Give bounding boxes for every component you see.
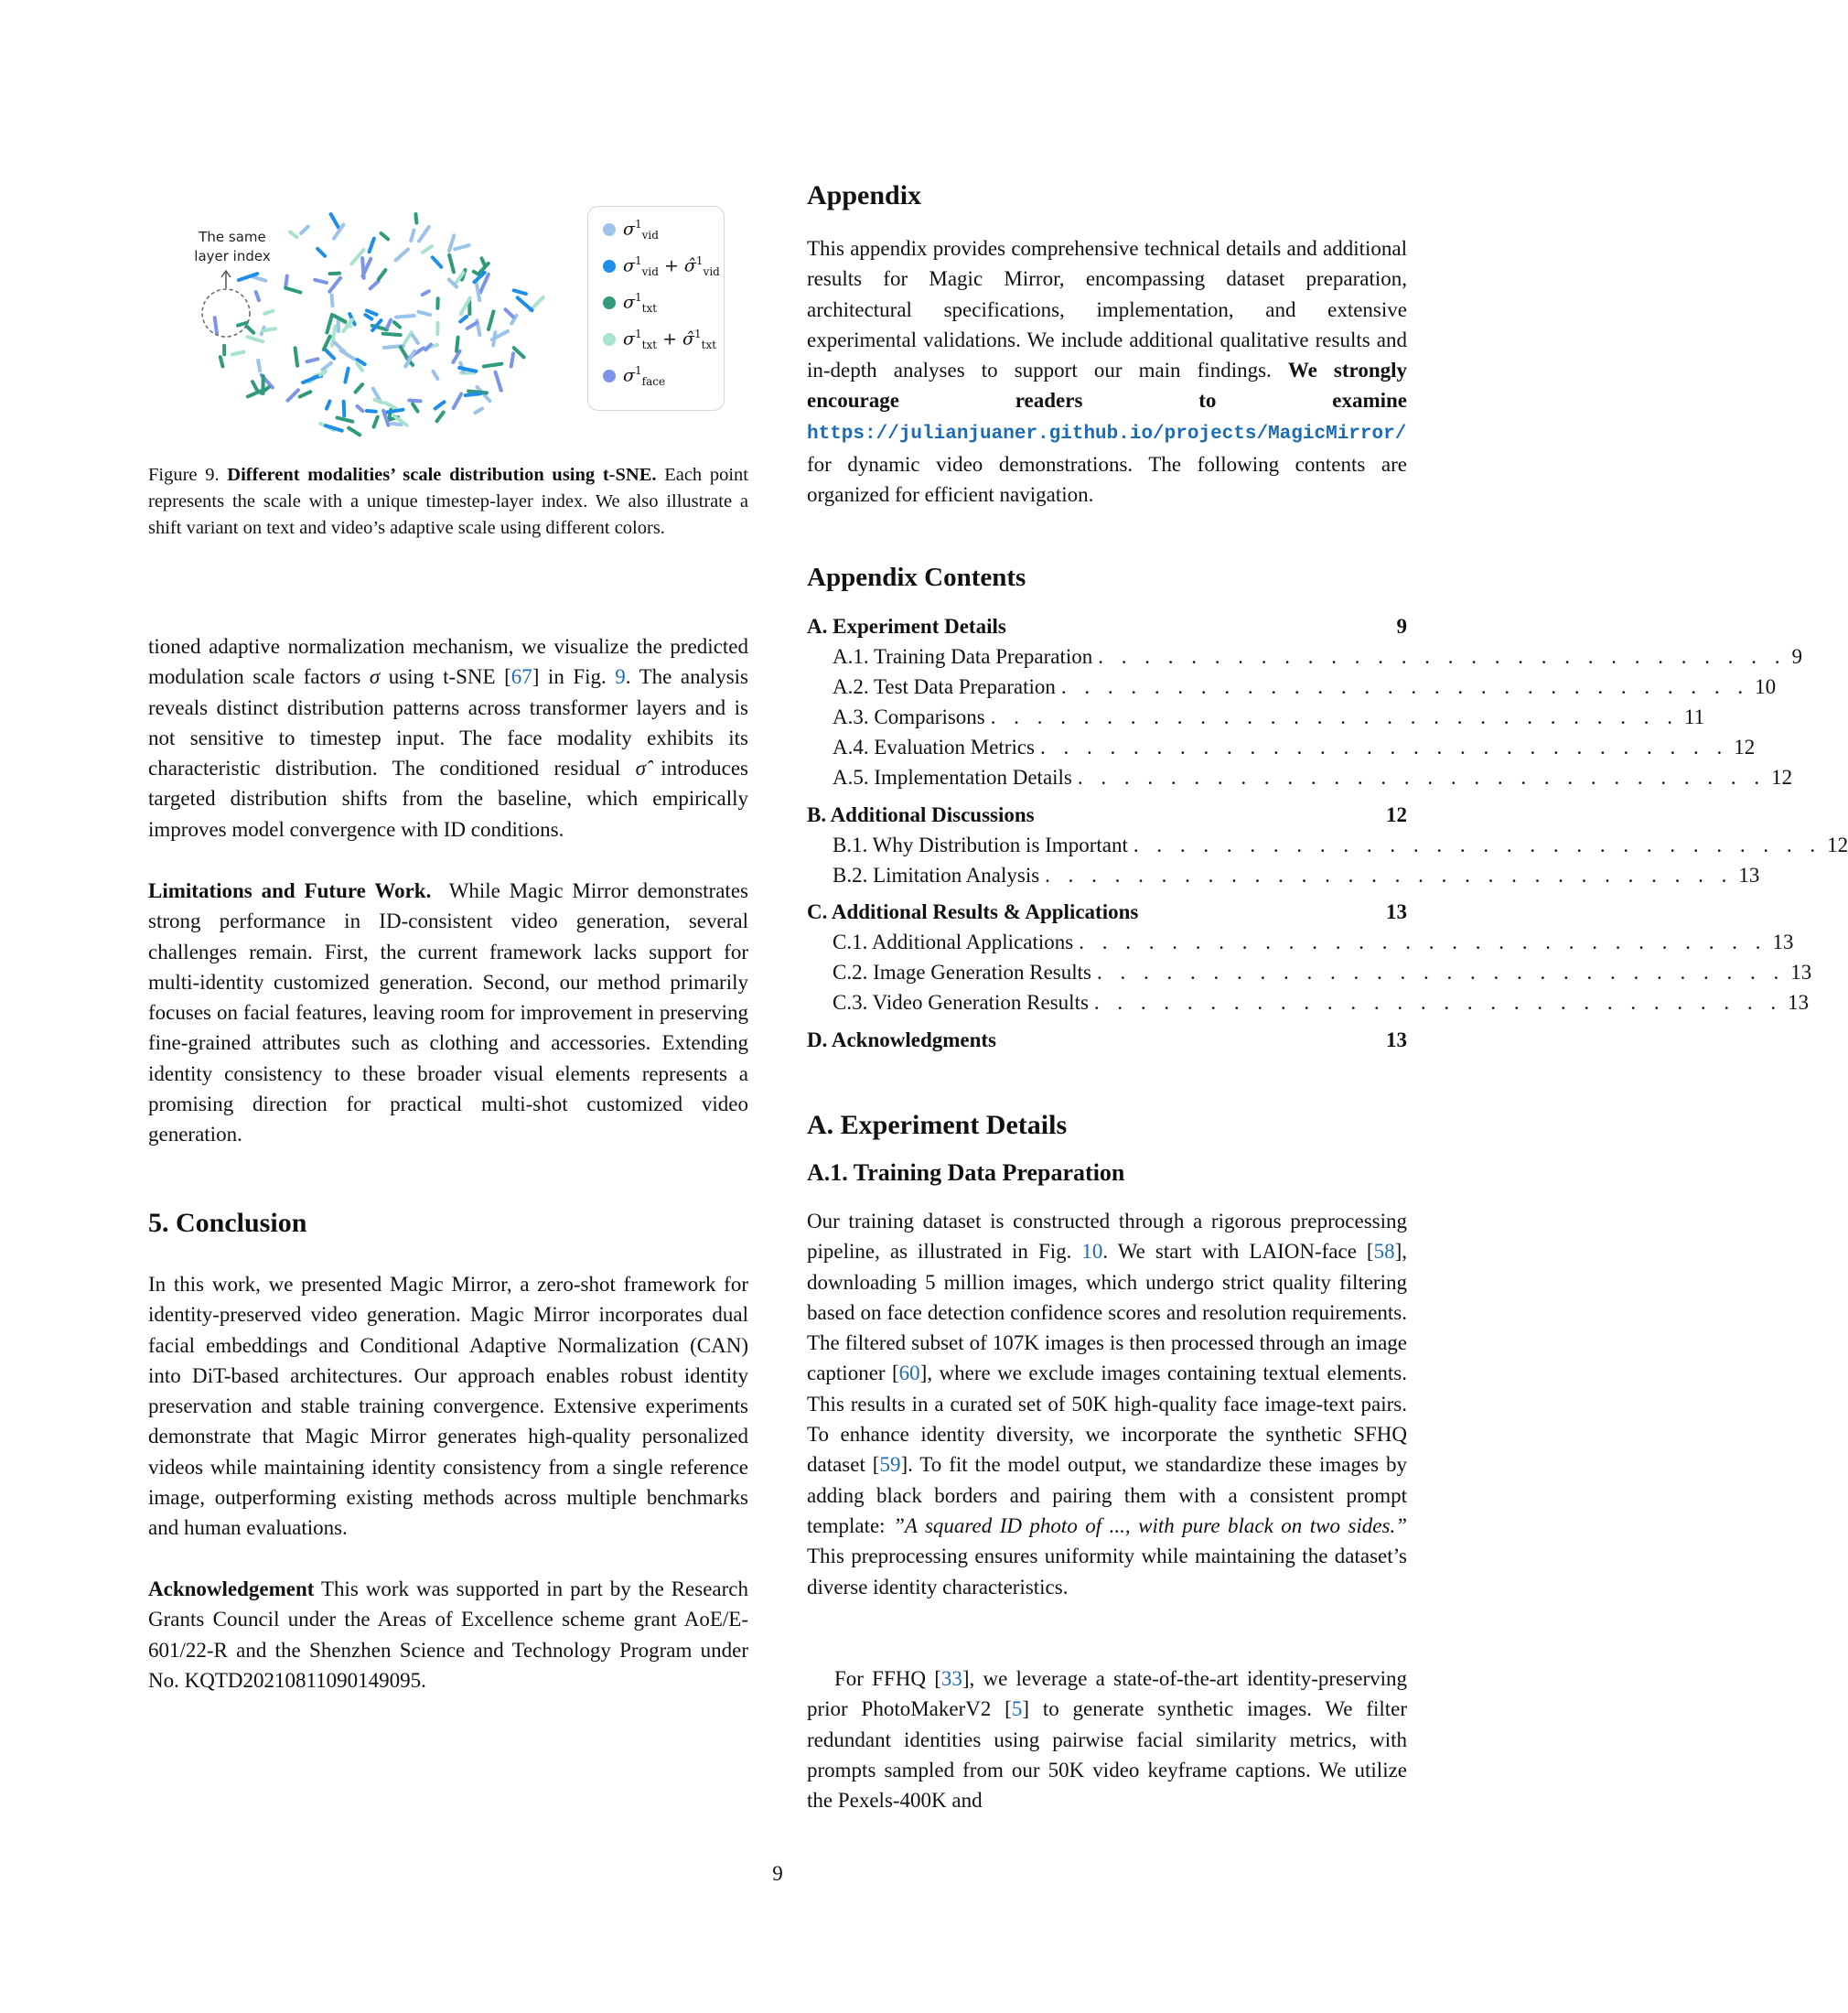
scatter-mark: [392, 424, 401, 425]
scatter-mark: [306, 359, 317, 361]
scatter-mark: [367, 310, 377, 314]
scatter-mark: [435, 402, 445, 408]
toc-entry-page: 12: [1386, 803, 1407, 826]
legend-item: [603, 253, 720, 280]
limitations-body: While Magic Mirror demonstrates strong performance in ID-consistent video generation, several challenges remain. First, the current framework lacks support for multi-identity customized generation. Second, our method primarily focuses on facial features, leaving room for improvement in preserving fine-grained attributes such as clothing and accessories. Extending identity consistency to these broader visual elements represents a promising direction for practical multi-shot customized video generation.: [148, 879, 748, 1146]
section-a-heading: A. Experiment Details: [807, 1110, 1068, 1140]
scatter-mark: [220, 357, 223, 366]
scatter-mark: [387, 320, 391, 328]
toc-leader: . . . . . . . . . . . . . . . . . . . . . . . . . . . . . .: [1077, 766, 1767, 789]
toc-entry[interactable]: [807, 705, 1705, 736]
scatter-mark: [365, 315, 371, 318]
tsne-analysis-paragraph: tioned adaptive normalization mechanism, we visualize the predicted modulation scale factors σ using t-SNE [67] in Fig. 9. The analysis reveals distinct distribution patterns across transformer layers and is not sensitive to timestep input. The face modality exhibits its characteristic distribution. The conditioned residual σ̂ introduces targeted distribution shifts from the baseline, which empirically improves model convergence with ID conditions.: [148, 635, 749, 841]
legend-swatch: [603, 223, 616, 236]
training-data-paragraph-1: Our training dataset is constructed through a rigorous preprocessing pipeline, as illustrated in Fig. 10. We start with LAION-face [58], downloading 5 million images, which undergo strict quality filtering based on face detection confidence scores and resolution requirements. The filtered subset of 107K images is then processed through an image captioner [60], where we exclude images containing textual elements. This results in a curated set of 50K high-quality face image-text pairs. To enhance identity diversity, we incorporate the synthetic SFHQ dataset [59]. To fit the model output, we standardize these images by adding black borders and pairing them with a consistent prompt template: ”A squared ID photo of ..., with pure black on two sides.” This preprocessing ensures uniformity while maintaining the dataset’s diverse identity characteristics.: [807, 1210, 1408, 1599]
scatter-mark: [258, 361, 260, 371]
acknowledgement-title: Acknowledgement: [148, 1577, 315, 1600]
toc-entry[interactable]: [807, 931, 1794, 961]
scatter-mark: [505, 309, 512, 317]
scatter-mark: [326, 350, 334, 358]
scatter-mark: [247, 337, 263, 341]
scatter-mark: [457, 338, 458, 351]
scatter-mark: [357, 406, 362, 411]
toc-entry[interactable]: [807, 615, 1407, 645]
scatter-mark: [349, 428, 360, 435]
scatter-mark: [215, 318, 217, 333]
toc-leader: . . . . . . . . . . . . . . . . . . . . . . . . . . . . . .: [1133, 834, 1822, 856]
scatter-mark: [449, 255, 454, 273]
scatter-mark: [455, 245, 468, 249]
scatter-mark: [466, 393, 480, 395]
toc-entry-page: 12: [1771, 766, 1793, 789]
toc-entry[interactable]: [807, 1028, 1407, 1059]
figure-caption: [148, 462, 748, 542]
legend-swatch: [603, 260, 616, 273]
scatter-mark: [356, 384, 363, 392]
scatter-mark: [423, 291, 429, 295]
legend-swatch: [603, 370, 616, 382]
toc-entry-label: C.1. Additional Applications: [833, 931, 1074, 953]
toc-entry-label: A.2. Test Data Preparation: [833, 675, 1056, 698]
appendix-tail: for dynamic video demonstrations. The following contents are organized for efficient navigation.: [807, 453, 1407, 507]
scatter-mark: [317, 249, 325, 256]
legend-label: $\sigma^1_{txt}$ + σ̂$^1_{txt}$: [623, 327, 717, 352]
toc-entry-label: D. Acknowledgments: [807, 1028, 997, 1051]
legend-item: [603, 289, 657, 317]
caption-label: Figure 9.: [148, 465, 220, 485]
scatter-mark: [493, 332, 495, 345]
project-url-link[interactable]: https://julianjuaner.github.io/projects/MagicMirror/: [807, 423, 1407, 445]
toc-entry-page: 13: [1738, 864, 1760, 887]
toc-entry-label: B. Additional Discussions: [807, 803, 1035, 826]
toc-leader: [1138, 900, 1369, 931]
arrow-icon: [221, 271, 231, 288]
scatter-mark: [295, 348, 297, 365]
toc-entry-page: 9: [1396, 615, 1407, 638]
toc-entry[interactable]: [807, 864, 1760, 894]
toc-leader: . . . . . . . . . . . . . . . . . . . . . . . . . . . . . .: [1060, 675, 1750, 698]
acknowledgement-paragraph: [148, 1574, 748, 1695]
scatter-mark: [436, 413, 443, 422]
legend-label: $\sigma^1_{vid}$ + σ̂$^1_{vid}$: [623, 253, 720, 279]
scatter-mark: [327, 315, 332, 333]
limitations-paragraph: [148, 876, 748, 1150]
appendix-intro: [807, 233, 1407, 511]
scatter-mark: [332, 296, 333, 307]
training-data-paragraph-2: For FFHQ [33], we leverage a state-of-the-art identity-preserving prior PhotoMakerV2 [5] to generate synthetic images. We filter redundant identities using pairwise facial similarity metrics, with prompts sampled from our 50K video keyframe captions. We utilize the Pexels-400K and: [807, 1667, 1408, 1813]
toc-entry-page: 13: [1788, 991, 1810, 1014]
toc-entry[interactable]: [807, 766, 1793, 796]
scatter-mark: [514, 290, 526, 294]
toc-entry-label: A.1. Training Data Preparation: [833, 645, 1093, 668]
scatter-mark: [433, 371, 437, 379]
scatter-mark: [367, 411, 376, 412]
scatter-mark: [413, 404, 417, 412]
toc-leader: . . . . . . . . . . . . . . . . . . . . . . . . . . . . . .: [1045, 864, 1734, 887]
toc-entry-label: B.1. Why Distribution is Important: [833, 834, 1128, 856]
appendix-contents-heading: Appendix Contents: [807, 563, 1026, 592]
scatter-mark: [496, 372, 501, 391]
scatter-mark: [394, 322, 400, 327]
scatter-mark: [425, 345, 431, 350]
toc-entry-label: C.3. Video Generation Results: [833, 991, 1089, 1014]
scatter-mark: [300, 392, 311, 396]
scatter-mark: [264, 311, 273, 314]
toc-entry-label: A.3. Comparisons: [833, 705, 985, 728]
toc-entry-label: A.5. Implementation Details: [833, 766, 1072, 789]
scatter-mark: [419, 312, 431, 315]
legend-label: $\sigma^1_{vid}$: [623, 217, 659, 242]
scatter-mark: [379, 270, 386, 279]
scatter-mark: [411, 231, 414, 241]
caption-title: Different modalities’ scale distribution using t-SNE.: [227, 465, 657, 485]
scatter-mark: [252, 276, 265, 280]
scatter-mark: [396, 249, 408, 260]
scatter-mark: [396, 316, 414, 318]
scatter-mark: [454, 393, 462, 408]
toc-leader: . . . . . . . . . . . . . . . . . . . . . . . . . . . . . .: [1093, 991, 1783, 1014]
toc-entry-page: 13: [1386, 900, 1407, 923]
legend-label: $\sigma^1_{face}$: [623, 363, 666, 389]
legend-swatch: [603, 296, 616, 309]
acknowledgement-body: This work was supported in part by the Research Grants Council under the Areas of Excellence scheme grant AoE/E-601/22-R and the Shenzhen Science and Technology Program under No. KQTD20210811090149095.: [148, 1577, 748, 1692]
appendix-encourage: We strongly encourage readers to examine: [807, 359, 1408, 413]
scatter-mark: [362, 258, 364, 278]
toc-entry[interactable]: [807, 900, 1407, 931]
scatter-mark: [326, 425, 342, 431]
scatter-mark: [301, 227, 308, 233]
section-a1-heading: A.1. Training Data Preparation: [807, 1159, 1125, 1186]
toc-leader: . . . . . . . . . . . . . . . . . . . . . . . . . . . . . .: [990, 705, 1679, 728]
scatter-mark: [370, 239, 374, 252]
scatter-mark: [290, 231, 296, 237]
toc-entry-label: C. Additional Results & Applications: [807, 900, 1139, 923]
scatter-mark: [415, 214, 416, 223]
legend-label: $\sigma^1_{txt}$: [623, 290, 658, 316]
toc-entry[interactable]: [807, 736, 1756, 766]
scatter-mark: [327, 402, 330, 409]
toc-entry-page: 13: [1772, 931, 1794, 953]
toc-entry-page: 12: [1827, 834, 1848, 856]
scatter-mark: [489, 311, 493, 328]
table-of-contents: [807, 615, 1848, 1091]
toc-leader: . . . . . . . . . . . . . . . . . . . . . . . . . . . . . .: [1040, 736, 1729, 759]
scatter-mark: [475, 408, 482, 413]
scatter-mark: [413, 335, 418, 343]
conclusion-paragraph: In this work, we presented Magic Mirror, a zero-shot framework for identity-preserved video generation. Magic Mirror incorporates dual facial embeddings and Conditional Adaptive Normalization (CAN) into DiT-based architectures. Our approach enables robust identity preservation and stable training convergence. Extensive experiments demonstrate that Magic Mirror generates high-quality personalized videos while maintaining identity consistency from a single reference image, outperforming existing methods across multiple benchmarks and human evaluations.: [148, 1273, 748, 1540]
legend-swatch: [603, 333, 616, 346]
scatter-mark: [338, 418, 353, 422]
scatter-mark: [433, 257, 442, 266]
scatter-mark: [344, 402, 345, 416]
tsne-figure: [148, 188, 748, 453]
scatter-mark: [419, 227, 429, 242]
scatter-mark: [324, 337, 330, 350]
scatter-mark: [232, 352, 243, 355]
figure-annotation: The same layer index: [194, 229, 271, 264]
scatter-mark: [383, 334, 401, 335]
scatter-mark: [481, 258, 484, 265]
legend-item: [603, 326, 716, 353]
page-number: 9: [772, 1862, 783, 1885]
toc-leader: [1035, 803, 1369, 834]
scatter-mark: [467, 323, 478, 328]
scatter-mark: [453, 351, 459, 362]
toc-entry-page: 10: [1755, 675, 1777, 698]
scatter-mark: [518, 297, 532, 310]
limitations-title: Limitations and Future Work.: [148, 879, 432, 902]
toc-leader: . . . . . . . . . . . . . . . . . . . . . . . . . . . . . .: [1096, 961, 1786, 984]
toc-leader: . . . . . . . . . . . . . . . . . . . . . . . . . . . . . .: [1079, 931, 1767, 953]
scatter-mark: [329, 278, 340, 292]
scatter-mark: [371, 282, 379, 289]
toc-entry-page: 9: [1791, 645, 1803, 668]
toc-entry-label: B.2. Limitation Analysis: [833, 864, 1040, 887]
scatter-mark: [315, 280, 327, 283]
scatter-mark: [381, 233, 389, 239]
scatter-mark: [322, 363, 331, 370]
toc-entry[interactable]: [807, 675, 1777, 705]
scatter-mark: [385, 403, 395, 408]
scatter-mark: [477, 282, 480, 300]
toc-entry[interactable]: [807, 961, 1812, 991]
scatter-mark: [331, 214, 338, 227]
toc-entry-label: A. Experiment Details: [807, 615, 1006, 638]
toc-entry-page: 12: [1734, 736, 1756, 759]
toc-entry-label: A.4. Evaluation Metrics: [833, 736, 1036, 759]
scatter-mark: [423, 246, 432, 253]
scatter-mark: [404, 332, 411, 343]
toc-entry[interactable]: [807, 991, 1810, 1021]
scatter-mark: [252, 382, 257, 390]
appendix-heading: Appendix: [807, 180, 922, 210]
toc-entry-page: 13: [1386, 1028, 1407, 1051]
scatter-mark: [384, 410, 403, 413]
toc-leader: . . . . . . . . . . . . . . . . . . . . . . . . . . . . . .: [1098, 645, 1787, 668]
legend-item: [603, 216, 659, 243]
toc-entry-label: C.2. Image Generation Results: [833, 961, 1091, 984]
scatter-mark: [514, 348, 524, 357]
scatter-mark: [238, 323, 247, 326]
toc-entry-page: 13: [1790, 961, 1812, 984]
scatter-mark: [256, 292, 259, 300]
toc-leader: [996, 1028, 1369, 1059]
appendix-intro-text: This appendix provides comprehensive technical details and additional results for Magic Mirror, encompassing dataset preparation, architectural specifications, implementation, and extensive experimental validations. We include additional qualitative results and in-depth analyses to support our main findings.: [807, 237, 1407, 382]
scatter-mark: [345, 369, 348, 382]
toc-entry[interactable]: [807, 645, 1803, 675]
scatter-mark: [263, 328, 275, 331]
scatter-mark: [511, 353, 513, 366]
figure-legend: [587, 206, 725, 411]
conclusion-heading: 5. Conclusion: [148, 1208, 307, 1238]
toc-leader: [1006, 615, 1369, 645]
scatter-mark: [287, 390, 297, 400]
scatter-mark: [484, 364, 502, 367]
scatter-mark: [285, 275, 287, 287]
scatter-mark: [460, 317, 467, 321]
highlight-circle: [202, 289, 250, 337]
scatter-mark: [374, 417, 378, 427]
toc-entry[interactable]: [807, 803, 1407, 834]
caption-body: Each point represents the scale with a unique timestep-layer index. We also illustrate a shift variant on text and video’s adaptive scale using different colors.: [148, 465, 749, 538]
scatter-mark: [409, 401, 420, 402]
toc-entry[interactable]: [807, 834, 1848, 864]
scatter-mark: [247, 327, 253, 333]
scatter-mark: [285, 288, 300, 293]
legend-item: [603, 362, 665, 390]
toc-entry-page: 11: [1684, 705, 1705, 728]
scatter-mark: [340, 350, 354, 359]
